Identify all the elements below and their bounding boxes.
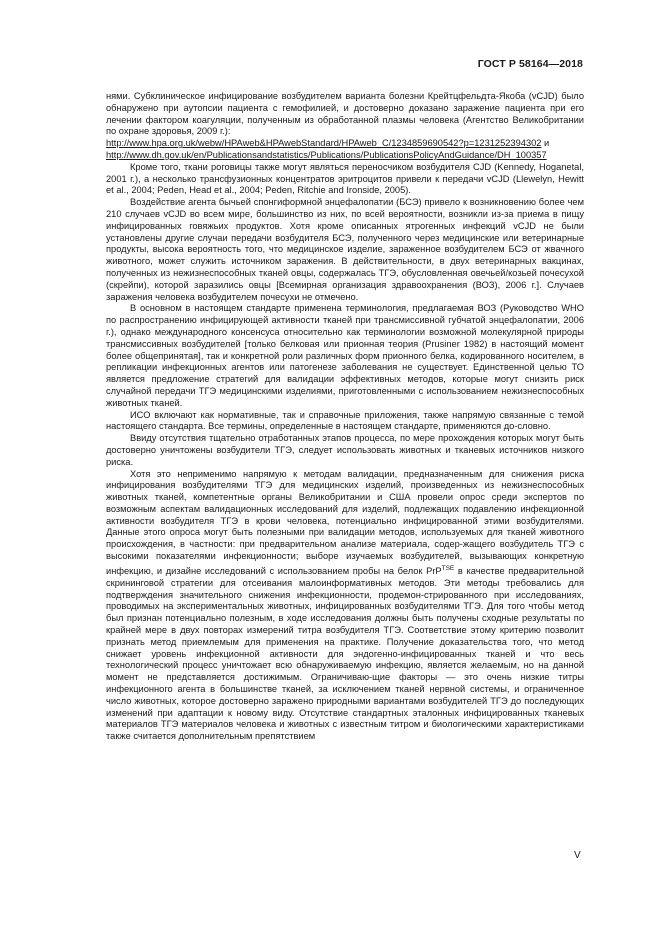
prp-superscript: TSE bbox=[441, 564, 455, 572]
paragraph-validation bbox=[106, 469, 584, 743]
dh-link[interactable]: http://www.dh.gov.uk/en/Publicationsandstatistics/Publications/PublicationsPolicyAndGuidance/DH_100357 bbox=[106, 149, 547, 160]
link-conjunction: и bbox=[541, 138, 550, 149]
paragraph-cornea: Кроме того, ткани роговицы также могут являться переносчиком возбудителя CJD (Kennedy, Hoganetal, 2001 г.), а несколько трансфузионных концентратов эритроцитов привели к передачи vCJD (Llewelyn, Hewitt et al., 2004; Peden, Head et al., 2004; Peden, Ritchie and Ironside, 2005). bbox=[106, 161, 584, 196]
paragraph-text-part2: в качестве предварительной скрининговой стратегии для отсеивания малоинформативных методов. Эти методы требовались для подтверждения значительного снижения инфекционности, продемон-стрированного при исследованиях, проводимых на экспериментальных животных, инфицированных возбудителями ТГЭ. Для того чтобы метод был признан потенциально полезным, в ходе исследования должны быть получены сходные результаты по крайней мере в двух повторах измерений титра возбудителя ТГЭ. Соответствие этому критерию позволит признать метод приемлемым для применения на практике. Получение доказательства того, что метод снижает уровень инфекционной активности для эндогенно-инфицированных тканей и что весь технологический процесс уничтожает всю обнаруживаемую инфекцию, является желаемым, но на данной момент не представляется достижимым. Ограничиваю-щие факторы — это очень низкие титры инфекционного агента в большинстве тканей, за исключением тканей нервной системы, и ограниченное число животных, которое достоверно заражено природными вариантами возбудителей ТГЭ до последующих изменений при адаптации к новому виду. Отсутствие стандартных эталонных инфицированных тканевых материалов ТГЭ материалов человека и животных с известным титром и биологическими характеристиками также считается дополнительным препятствием bbox=[106, 565, 584, 742]
hpa-link[interactable]: http://www.hpa.org.uk/webw/HPAweb&HPAwebStandard/HPAweb_C/1234859690542?p=1231252394302 bbox=[106, 138, 542, 149]
paragraph-continuation bbox=[106, 91, 584, 162]
paragraph-terminology: В основном в настоящем стандарте применена терминология, предлагаемая ВОЗ (Руководство WHO по распространению инфицирующей активности тканей при трансмиссивной губчатой энцефалопатии, 2006 г.), однако международного консенсуса относительно как терминологии возможной молекулярной природы трансмиссивных возбудителей [только белковая или прионная теория (Prusiner 1982) в настоящий момент более общепринятая], так и конкретной роли различных форм прионного белка, кодированного носителем, в репликации инфекционных агентов или патогенезе заболевания не существует. Единственной целью ТО является предложение стратегий для валидации эффективных методов, которые могут снизить риск случайной передачи ТГЭ медицинскими изделиями, приготовленными с использованием нежизнеспособных животных тканей. bbox=[106, 303, 584, 408]
document-body bbox=[106, 91, 584, 743]
paragraph-bse: Воздействие агента бычьей спонгиформной энцефалопатии (БСЭ) привело к возникновению более чем 210 случаев vCJD во всем мире, большинство из них, по всей вероятности, возникли из-за приема в пищу инфицированных говяжьих продуктов. Хотя кроме описанных ятрогенных инфекций vCJD не были установлены другие случаи передачи возбудителя БСЭ, полученного через медицинские или ветеринарные продукты, высока вероятность того, что медицинское изделие, зараженное возбудителем БСЭ от жвачного животного, может служить источником заражения. В действительности, в двух ветеринарных вакцинах, полученных из нежизнеспособных тканей овцы, содержалась ТГЭ, обусловленная овечьей/козьей почесухой (скрейпи), которой заразились овцы [Всемирная организация здравоохранения (ВОЗ), 2006 г.]. Случаев заражения человека возбудителем почесухи не отмечено. bbox=[106, 197, 584, 302]
paragraph-text: нями. Субклиническое инфицирование возбудителем варианта болезни Крейтцфельдта-Якоба (vCJD) было обнаружено при аутопсии пациента с гемофилией, и достоверно доказано заражение пациента при его лечении фактором коагуляции, полученным из обработанной плазмы человека (Агентство Великобритании по охране здоровья, 2009 г.): bbox=[106, 91, 584, 137]
paragraph-low-risk: Ввиду отсутствия тщательно отработанных этапов процесса, по мере прохождения которых могут быть достоверно уничтожены возбудители ТГЭ, следует использовать животных и тканевых источников низкого риска. bbox=[106, 433, 584, 467]
document-header: ГОСТ Р 58164—2018 bbox=[477, 58, 583, 70]
paragraph-iso: ИСО включают как нормативные, так и справочные приложения, также напрямую связанные с темой настоящего стандарта. Все термины, определенные в настоящем стандарте, применяются до-словно. bbox=[106, 409, 584, 432]
paragraph-text-part1: Хотя это неприменимо напрямую к методам валидации, предназначенным для снижения риска инфицирования возбудителями ТГЭ для медицинских изделий, произведенных из нежизнеспособных животных тканей, компетентные органы Великобритании и США провели опрос среди экспертов по возможным аспектам валидационных исследований для изделий, подлежащих подавлению инфекционной активности возбудителя ТГЭ в крови человека, потенциально инфицированной этими возбудителями. Данные этого опроса могут быть полезными при валидации методов, используемых для тканей животного происхождения, в частности: при предварительном анализе материала, содер-жащего возбудитель ТГЭ с высокими показателями инфекционности; выборе изучаемых возбудителей, вызывающих конкретную инфекцию, и дизайне исследований с использованием пробы на белок PrP bbox=[106, 468, 584, 576]
page-number: V bbox=[574, 850, 581, 861]
